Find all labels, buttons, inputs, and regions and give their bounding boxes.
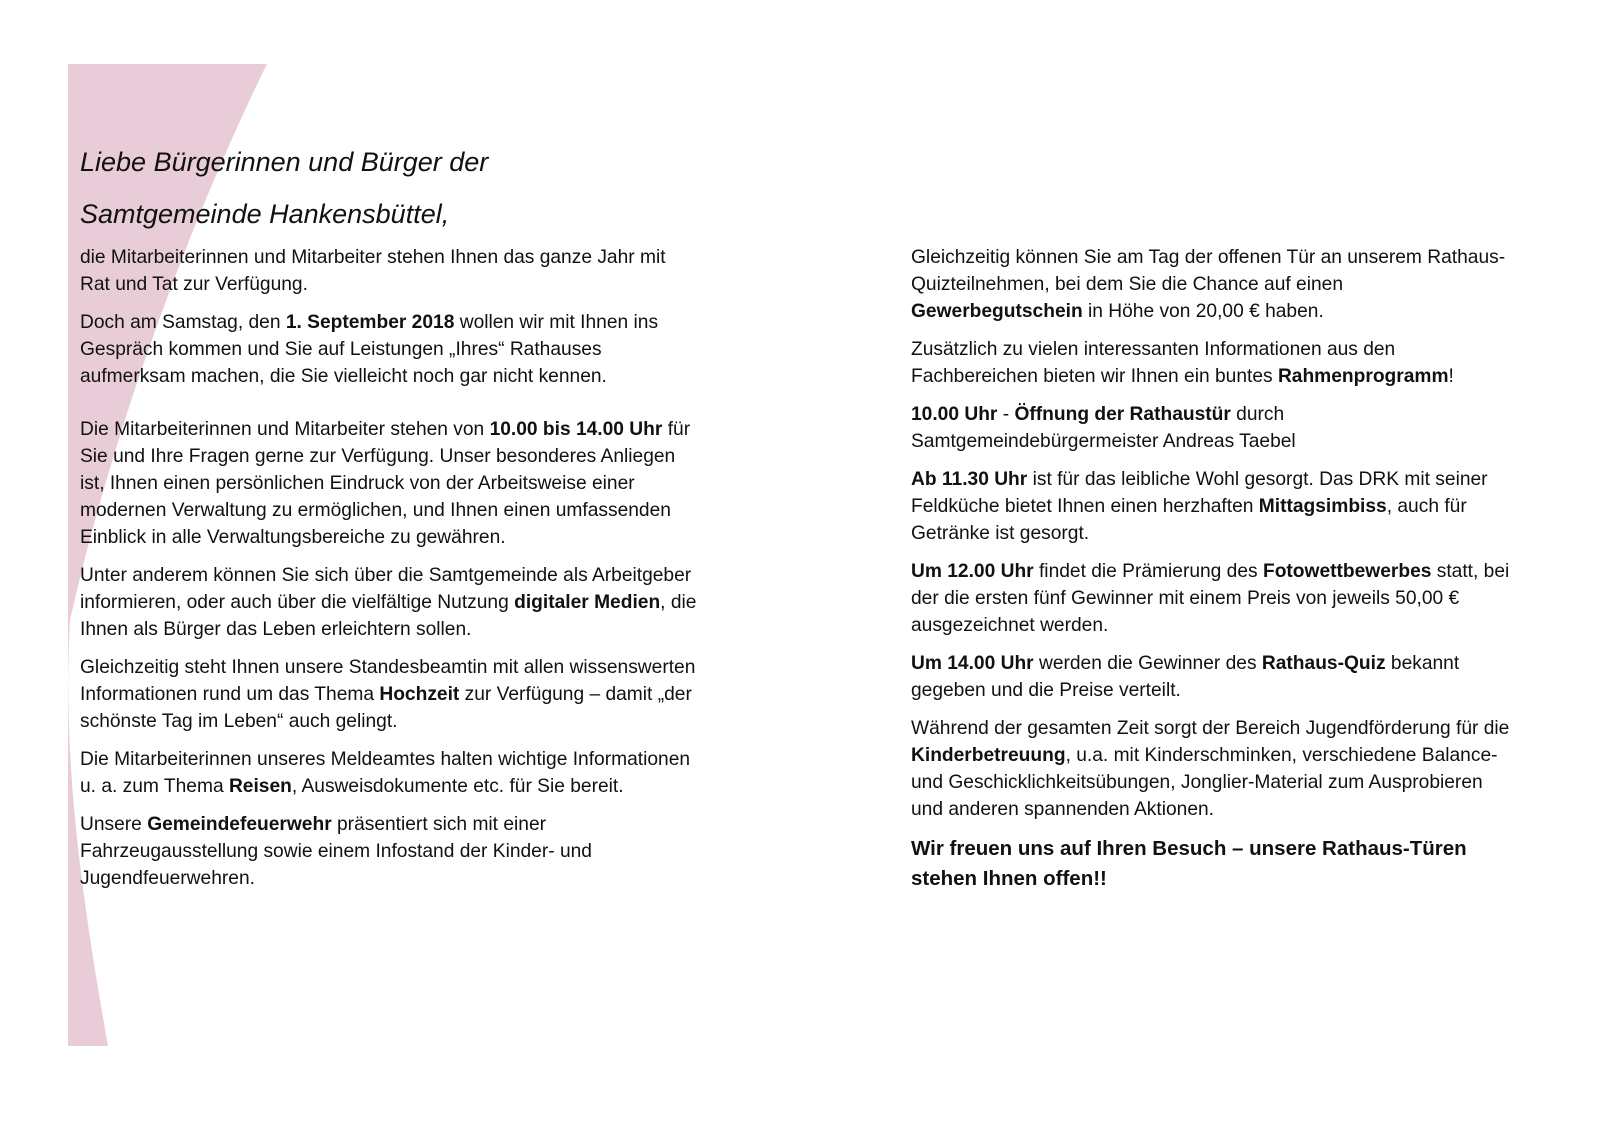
paragraph-date: Doch am Samstag, den 1. September 2018 wollen wir mit Ihnen ins Gespräch kommen und Sie auf Leistungen „Ihres“ Rathauses aufmerksam machen, die Sie vielleicht noch gar nicht kennen. — [80, 312, 659, 387]
fire-brigade-highlight: Gemeindefeuerwehr — [147, 814, 332, 835]
childcare-highlight: Kinderbetreuung — [911, 745, 1066, 766]
event-hours: 10.00 bis 14.00 Uhr — [489, 419, 663, 440]
paragraph-program: Zusätzlich zu vielen interessanten Informationen aus den Fachbereichen bieten wir Ihnen ein buntes Rahmenprogramm! — [911, 339, 1454, 387]
right-column — [911, 244, 1516, 905]
paragraph-quiz: Gleichzeitig können Sie am Tag der offenen Tür an unserem Rathaus-Quizteilnehmen, bei dem Sie die Chance auf einen Gewerbegutschein in Höhe von 20,00 € haben. — [911, 247, 1506, 322]
paragraph-employer: Unter anderem können Sie sich über die Samtgemeinde als Arbeitgeber informieren, oder auch über die vielfältige Nutzung digitaler Medien, die Ihnen als Bürger das Leben erleichtern sollen. — [80, 565, 697, 640]
travel-highlight: Reisen — [228, 776, 292, 797]
greeting-line-1: Liebe Bürgerinnen und Bürger der — [80, 147, 489, 177]
schedule-item-opening: 10.00 Uhr - Öffnung der Rathaustür durch Samtgemeindebürgermeister Andreas Taebel — [911, 404, 1296, 452]
program-highlight: Rahmenprogramm — [1277, 366, 1449, 387]
voucher-highlight: Gewerbegutschein — [911, 301, 1083, 322]
paragraph-fire-brigade: Unsere Gemeindefeuerwehr präsentiert sich mit einer Fahrzeugausstellung sowie einem Infostand der Kinder- und Jugendfeuerwehren. — [80, 814, 592, 889]
paragraph-intro: die Mitarbeiterinnen und Mitarbeiter stehen Ihnen das ganze Jahr mit Rat und Tat zur Verfügung. — [80, 247, 666, 295]
digital-media-highlight: digitaler Medien — [514, 592, 661, 613]
schedule-item-lunch: Ab 11.30 Uhr ist für das leibliche Wohl gesorgt. Das DRK mit seiner Feldküche bietet Ihnen einen herzhaften Mittagsimbiss, auch für Getränke ist gesorgt. — [911, 469, 1488, 544]
left-column — [80, 136, 700, 903]
closing-statement: Wir freuen uns auf Ihren Besuch – unsere Rathaus-Türen stehen Ihnen offen!! — [911, 837, 1467, 890]
greeting-heading — [80, 136, 700, 240]
paragraph-hours: Die Mitarbeiterinnen und Mitarbeiter stehen von 10.00 bis 14.00 Uhr für Sie und Ihre Fragen gerne zur Verfügung. Unser besonderes Anliegen ist, Ihnen einen persönlichen Eindruck von der Arbeitsweise einer modernen Verwaltung zu ermöglichen, und Ihnen einen umfassenden Einblick in alle Verwaltungsbereiche zu gewähren. — [80, 419, 691, 548]
paragraph-registration-office: Die Mitarbeiterinnen unseres Meldeamtes halten wichtige Informationen u. a. zum Thema Reisen, Ausweisdokumente etc. für Sie bereit. — [80, 749, 691, 797]
event-date: 1. September 2018 — [285, 312, 455, 333]
paragraph-childcare: Während der gesamten Zeit sorgt der Bereich Jugendförderung für die Kinderbetreuung, u.a. mit Kinderschminken, verschiedene Balance- und Geschicklichkeitsübungen, Jonglier-Material zum Ausprobieren und anderen spannenden Aktionen. — [911, 718, 1510, 820]
greeting-line-2: Samtgemeinde Hankensbüttel, — [80, 199, 450, 229]
schedule-item-photo-contest: Um 12.00 Uhr findet die Prämierung des Fotowettbewerbes statt, bei der die ersten fünf Gewinner mit einem Preis von jeweils 50,00 € ausgezeichnet werden. — [911, 561, 1510, 636]
wedding-highlight: Hochzeit — [379, 684, 460, 705]
paragraph-registrar: Gleichzeitig steht Ihnen unsere Standesbeamtin mit allen wissenswerten Informationen rund um das Thema Hochzeit zur Verfügung – damit „der schönste Tag im Leben“ auch gelingt. — [80, 657, 696, 732]
schedule-item-quiz-results: Um 14.00 Uhr werden die Gewinner des Rathaus-Quiz bekannt gegeben und die Preise verteilt. — [911, 653, 1460, 701]
